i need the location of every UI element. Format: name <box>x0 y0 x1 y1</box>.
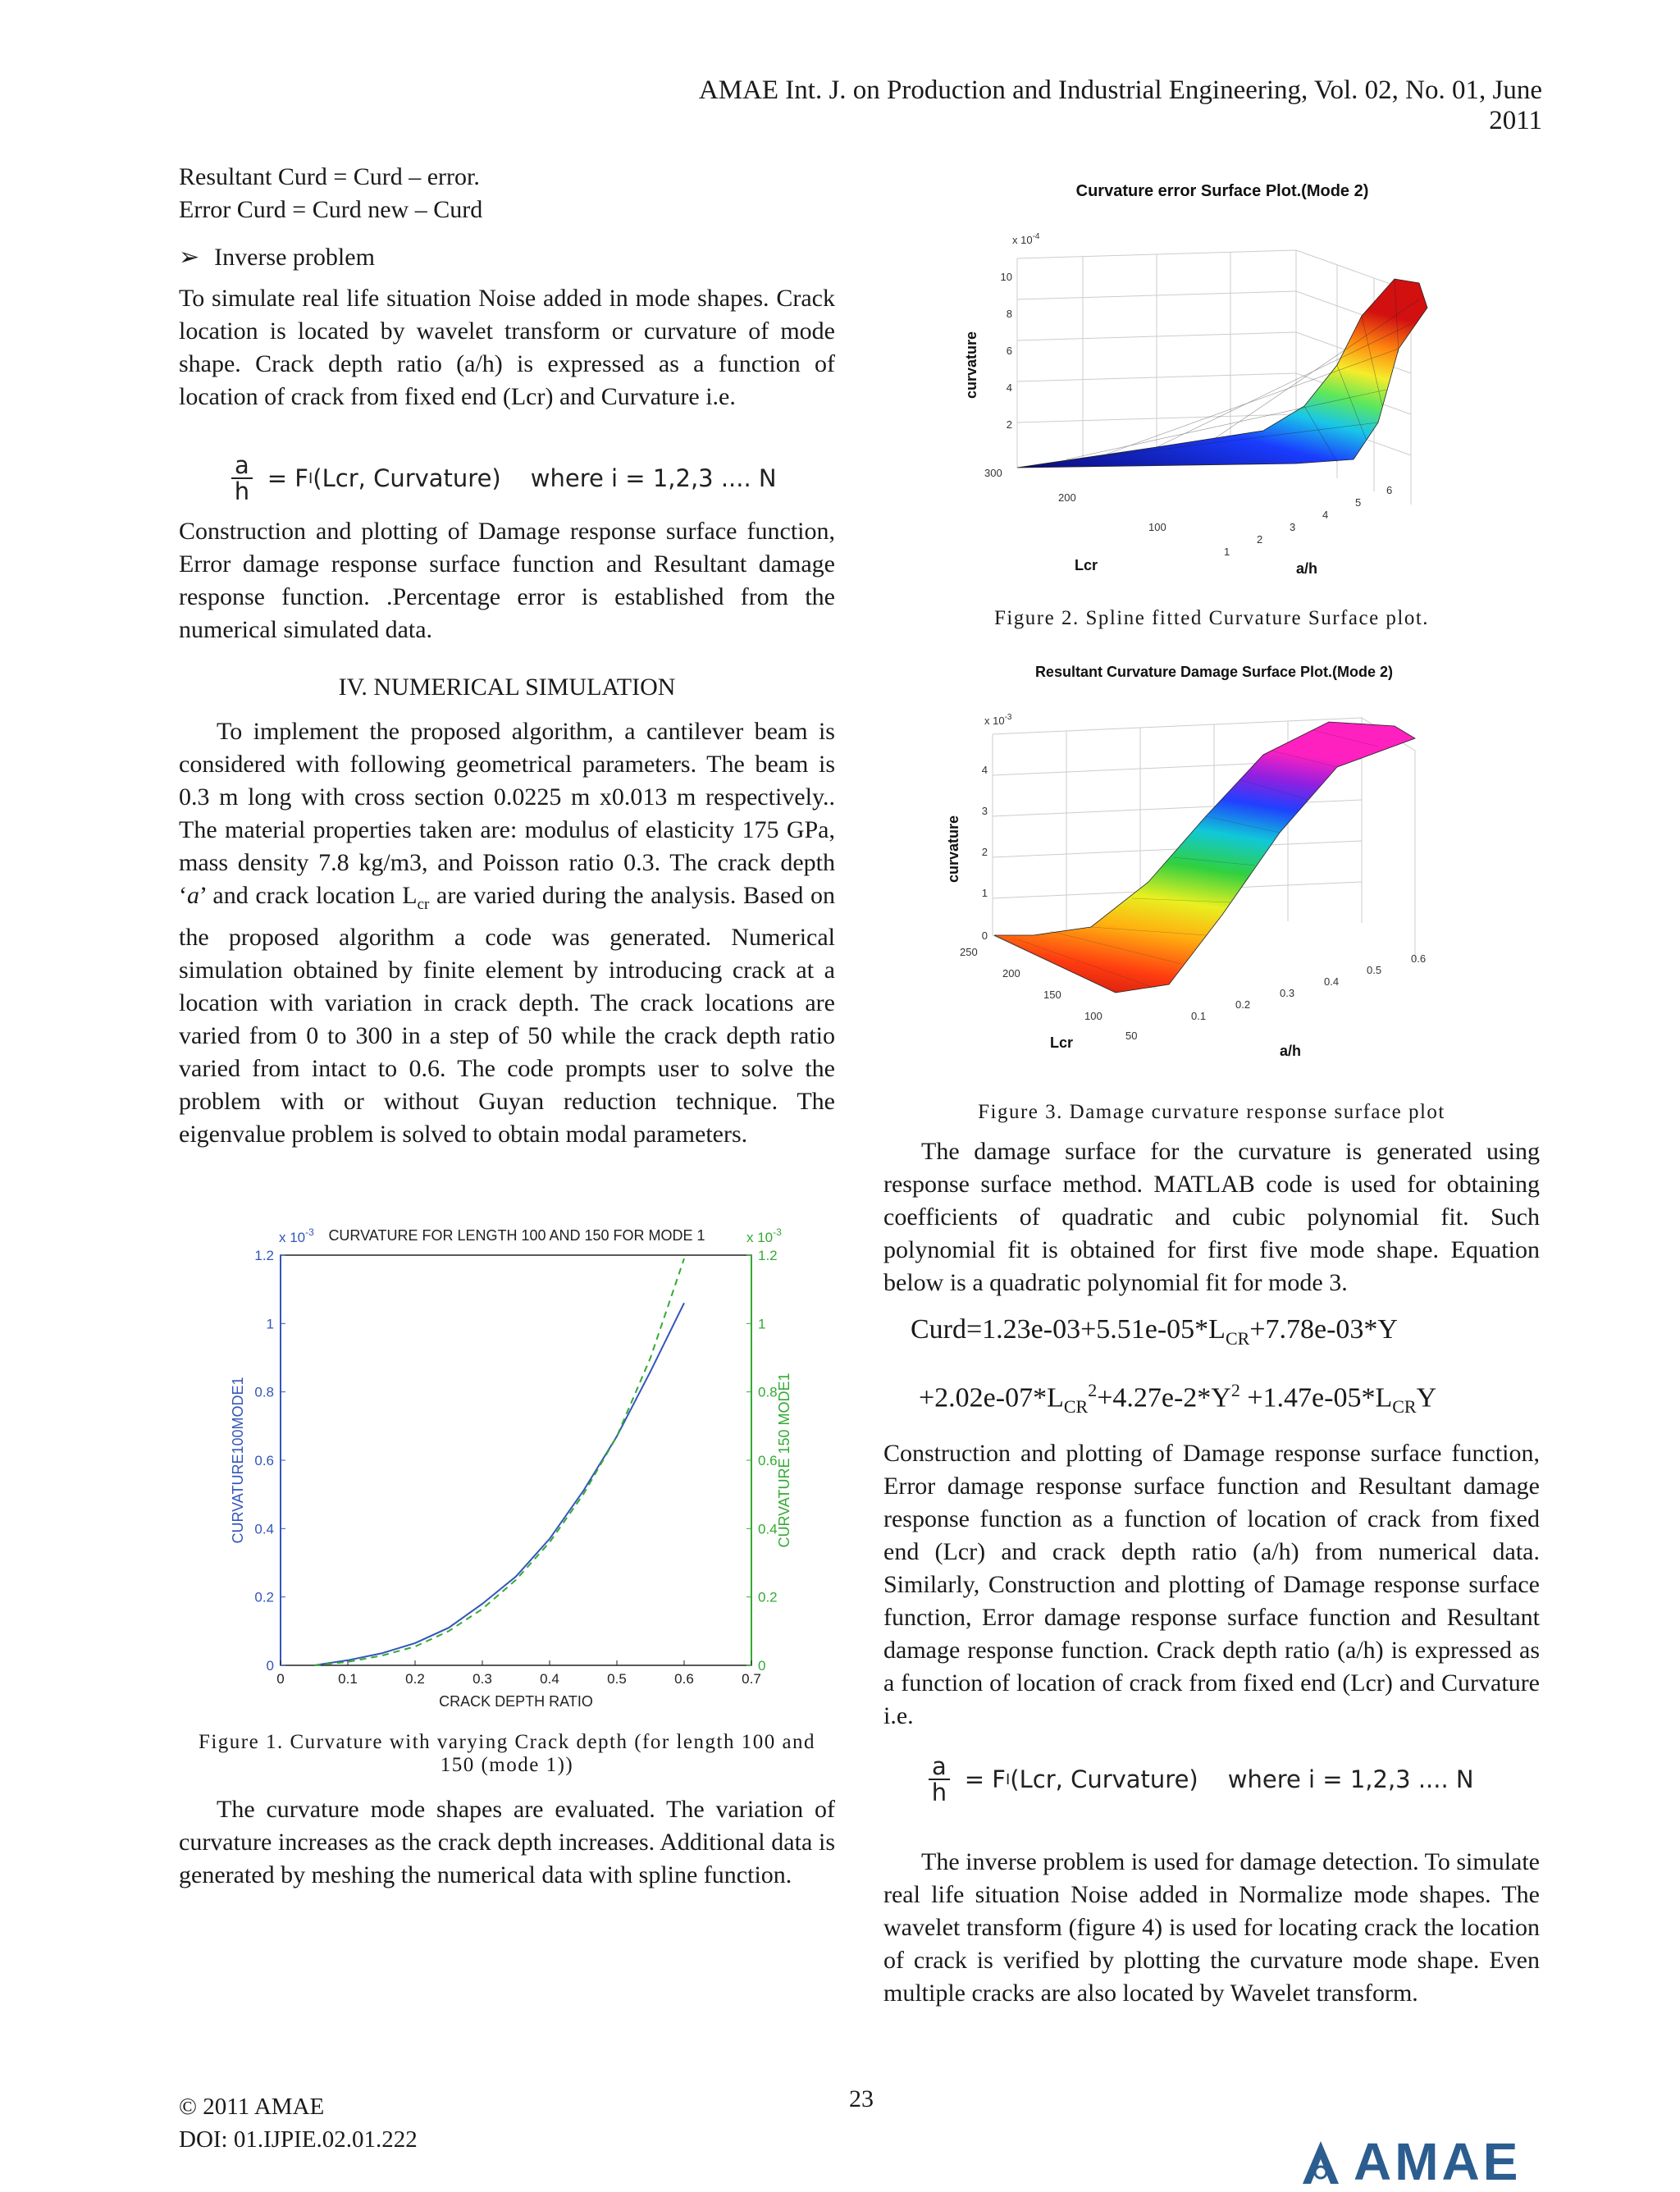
arrow-bullet-icon: ➢ <box>179 244 200 271</box>
y-tick-label: 0.6 <box>254 1453 274 1468</box>
page-number: 23 <box>849 2085 874 2112</box>
y-tick-label: 0 <box>758 1658 766 1674</box>
x-tick-label: 0.1 <box>338 1671 358 1687</box>
left-column-2 <box>179 515 835 1151</box>
svg-text:2: 2 <box>1006 418 1012 431</box>
svg-text:3: 3 <box>981 805 988 817</box>
paragraph-construction-2: Construction and plotting of Damage response surface function, Error damage response surface function and Resultant damage response function as a function of location of crack from fixed end (Lcr) and crack depth ratio (a/h) from numerical data. Similarly, Construction and plotting of Damage response surface function, Error damage response surface function and Resultant damage response function. Crack depth ratio (a/h) is expressed as a function of location of crack from fixed end (Lcr) and Curvature i.e. <box>883 1440 1540 1729</box>
bullet-label: Inverse problem <box>214 244 375 271</box>
fraction-a-over-h: $\frac{a}{h}$ <box>231 453 253 504</box>
left-column <box>179 161 835 413</box>
svg-text:10: 10 <box>1000 271 1012 283</box>
y-tick-label: 0 <box>266 1658 274 1674</box>
equation-crack-depth-1: $\frac{a}{h}$ = F I (Lcr, Curvature) where i = 1,2,3 .... N <box>231 453 777 504</box>
figure-1-line-chart <box>221 1222 804 1715</box>
svg-text:1: 1 <box>1224 546 1230 558</box>
svg-text:0.4: 0.4 <box>1324 975 1340 988</box>
y-axis-label-right: CURVATURE 150 MODE1 <box>776 1372 792 1548</box>
surface <box>1017 279 1427 468</box>
x-tick-label: 0.4 <box>540 1671 559 1687</box>
figure-3-surface-plot <box>935 660 1460 1071</box>
z-axis-label: curvature <box>963 331 979 400</box>
ah-ticks <box>1224 484 1392 558</box>
svg-text:300: 300 <box>984 467 1002 479</box>
svg-text:1: 1 <box>981 887 988 899</box>
y-tick-label: 0.2 <box>254 1589 274 1605</box>
y-tick-label: 0.8 <box>758 1384 778 1400</box>
scale-label: x $10^{-4}$ <box>1012 232 1040 246</box>
bullet-inverse-problem <box>179 241 835 274</box>
svg-text:100: 100 <box>1148 521 1166 533</box>
svg-text:4: 4 <box>1322 509 1329 521</box>
equation-crack-depth-2: $\frac{a}{h}$ = F I (Lcr, Curvature) where i = 1,2,3 .... N <box>929 1754 1474 1805</box>
y-tick-label: 0.4 <box>758 1521 778 1537</box>
svg-text:250: 250 <box>960 946 978 958</box>
svg-text:100: 100 <box>1084 1010 1102 1022</box>
left-column-3 <box>179 1793 835 1892</box>
paragraph-construction: Construction and plotting of Damage response surface function, Error damage response surface function and Resultant damage response function. .Percentage error is established from the numerical simulated data. <box>179 518 835 643</box>
lcr-axis-label: Lcr <box>1075 557 1098 573</box>
right-column-3 <box>883 1846 1540 2010</box>
y-tick-label: 1 <box>758 1316 766 1332</box>
chart-title: Curvature error Surface Plot.(Mode 2) <box>1075 182 1369 200</box>
y-tick-label: 0.8 <box>254 1384 274 1400</box>
x-tick-label: 0.6 <box>674 1671 694 1687</box>
left-exponent: x $10^{-3}$ <box>279 1226 314 1245</box>
chart-title: CURVATURE FOR LENGTH 100 AND 150 FOR MODE 1 <box>328 1227 705 1244</box>
x-tick-label: 0.3 <box>472 1671 492 1687</box>
y-axis-label-left: CURVATURE100MODE1 <box>230 1377 246 1544</box>
y-tick-label: 1.2 <box>254 1248 274 1263</box>
svg-text:4: 4 <box>981 764 988 776</box>
y-tick-label: 0.6 <box>758 1453 778 1468</box>
figure-3-caption: Figure 3. Damage curvature response surface plot <box>978 1101 1445 1123</box>
paragraph-damage-surface: The damage surface for the curvature is generated using response surface method. MATLAB code is used for obtaining coefficients of quadratic and cubic polynomial fit. Such polynomial fit is obtained for first five mode shape. Equation below is a quadratic polynomial fit for mode 3. <box>883 1138 1540 1296</box>
right-column-2 <box>883 1437 1540 1733</box>
amae-logo <box>1296 2131 1521 2192</box>
z-ticks <box>1001 271 1012 431</box>
lcr-axis-label: Lcr <box>1050 1034 1074 1051</box>
figure-2-surface-plot <box>952 176 1460 587</box>
paragraph-curvature: The curvature mode shapes are evaluated. The variation of curvature increases as the crack depth increases. Additional data is generated by meshing the numerical data with spline function. <box>179 1796 835 1888</box>
svg-text:0.3: 0.3 <box>1280 987 1295 999</box>
svg-text:6: 6 <box>1006 345 1012 357</box>
x-tick-label: 0.7 <box>742 1671 761 1687</box>
resultant-curd-line: Resultant Curd = Curd – error. <box>179 163 480 190</box>
svg-text:3: 3 <box>1290 521 1296 533</box>
y-tick-label: 0.2 <box>758 1589 778 1605</box>
logo-emblem-icon <box>1296 2136 1347 2187</box>
svg-text:6: 6 <box>1386 484 1393 496</box>
x-axis-label: CRACK DEPTH RATIO <box>439 1693 593 1710</box>
x-tick-label: 0 <box>276 1671 285 1687</box>
y-tick-label: 1 <box>266 1316 274 1332</box>
polynomial-line-2: $+2.02e-07*L_{CR}^2+4.27e-2*Y^2 +1.47e-05*L_{CR}Y$ <box>919 1380 1437 1418</box>
svg-text:4: 4 <box>1006 381 1012 394</box>
svg-text:0: 0 <box>981 929 988 942</box>
svg-text:0.5: 0.5 <box>1367 964 1382 976</box>
z-ticks <box>982 764 988 942</box>
ah-axis-label: a/h <box>1296 560 1318 577</box>
ah-axis-label: a/h <box>1280 1043 1302 1059</box>
paragraph-simulation: To implement the proposed algorithm, a cantilever beam is considered with following geometrical parameters. The beam is 0.3 m long with cross section 0.0225 m x0.013 m respectively.. The material properties taken are: modulus of elasticity 175 GPa, mass density 7.8 kg/m3, and Poisson ratio 0.3. The crack depth ‘a’ and crack location $L_{cr}$ are varied during the analysis. Based on the proposed algorithm a code was generated. Numerical simulation obtained by finite element by introducing crack at a location with variation in crack depth. The crack locations are varied from 0 to 300 in a step of 50 while the crack depth ratio varied from intact to 0.6. The code prompts user to solve the problem with or without Guyan reduction technique. The eigenvalue problem is solved to obtain modal parameters. <box>179 718 835 1148</box>
svg-text:2: 2 <box>981 846 988 858</box>
svg-text:8: 8 <box>1006 308 1012 320</box>
copyright: © 2011 AMAE <box>179 2094 325 2120</box>
figure-1-caption: Figure 1. Curvature with varying Crack depth (for length 100 and 150 (mode 1)) <box>198 1731 816 1776</box>
polynomial-line-1: $Curd=1.23e-03+5.51e-05*L_{CR}+7.78e-03*Y$ <box>911 1314 1398 1349</box>
svg-text:5: 5 <box>1355 496 1362 509</box>
plot-area <box>281 1255 751 1665</box>
figure-2-caption: Figure 2. Spline fitted Curvature Surface plot. <box>993 607 1430 629</box>
surface <box>994 722 1415 993</box>
lcr-ticks <box>984 467 1166 533</box>
chart-title: Resultant Curvature Damage Surface Plot.(Mode 2) <box>1034 664 1394 680</box>
svg-text:50: 50 <box>1125 1030 1138 1042</box>
x-tick-label: 0.2 <box>405 1671 425 1687</box>
svg-text:0.6: 0.6 <box>1411 952 1427 965</box>
x-tick-label: 0.5 <box>607 1671 627 1687</box>
svg-text:0.2: 0.2 <box>1235 998 1251 1011</box>
journal-header: AMAE Int. J. on Production and Industrial Engineering, Vol. 02, No. 01, June 2011 <box>698 75 1542 135</box>
right-exponent: x $10^{-3}$ <box>746 1226 782 1245</box>
paragraph-noise: To simulate real life situation Noise added in mode shapes. Crack location is located by wavelet transform or curvature of mode shape. Crack depth ratio (a/h) is expressed as a function of location of crack from fixed end (Lcr) and Curvature i.e. <box>179 285 835 410</box>
scale-label: x $10^{-3}$ <box>984 713 1012 727</box>
section-title: IV. NUMERICAL SIMULATION <box>338 674 676 701</box>
paragraph-inverse-problem: The inverse problem is used for damage detection. To simulate real life situation Noise added in Normalize mode shapes. The wavelet transform (figure 4) is used for locating crack the location of crack is verified by plotting the curvature mode shape. Even multiple cracks are also located by Wavelet transform. <box>883 1848 1540 2007</box>
svg-text:150: 150 <box>1043 989 1061 1001</box>
svg-text:0.1: 0.1 <box>1191 1010 1207 1022</box>
svg-text:200: 200 <box>1002 967 1020 980</box>
footer-info <box>179 2090 418 2156</box>
error-curd-line: Error Curd = Curd new – Curd <box>179 196 483 223</box>
doi: DOI: 01.IJPIE.02.01.222 <box>179 2126 418 2153</box>
z-axis-label: curvature <box>945 815 961 884</box>
svg-text:200: 200 <box>1058 491 1076 504</box>
fraction-a-over-h: $\frac{a}{h}$ <box>929 1754 950 1805</box>
y-tick-label: 0.4 <box>254 1521 274 1537</box>
right-column-1 <box>883 1135 1540 1299</box>
ah-ticks <box>1191 952 1426 1022</box>
svg-text:2: 2 <box>1257 533 1263 546</box>
y-tick-label: 1.2 <box>758 1248 778 1263</box>
logo-text: AMAE <box>1354 2132 1522 2191</box>
